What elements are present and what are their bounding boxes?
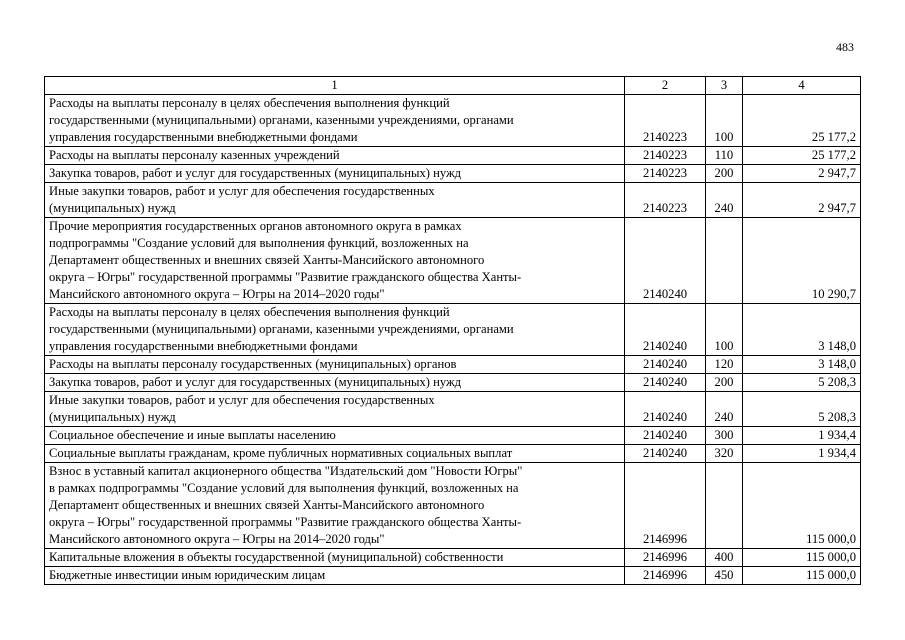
row-expense-type: 110 bbox=[706, 147, 743, 165]
table-row bbox=[45, 463, 861, 549]
row-name: Закупка товаров, работ и услуг для государственных (муниципальных) нужд bbox=[45, 165, 625, 183]
row-expense-type: 240 bbox=[706, 183, 743, 218]
table-row bbox=[45, 549, 861, 567]
table-row bbox=[45, 374, 861, 392]
row-expense-type bbox=[706, 218, 743, 304]
row-target-code: 2140223 bbox=[625, 165, 706, 183]
row-name: Расходы на выплаты персоналу государственных (муниципальных) органов bbox=[45, 356, 625, 374]
table-row bbox=[45, 218, 861, 304]
header-col-1: 1 bbox=[45, 77, 625, 95]
row-expense-type: 450 bbox=[706, 567, 743, 585]
row-amount: 1 934,4 bbox=[743, 427, 861, 445]
row-expense-type: 300 bbox=[706, 427, 743, 445]
row-name: Прочие мероприятия государственных органов автономного округа в рамках подпрограммы "Создание условий для выполнения функций, возложенных на Департамент общественных и внешних связей Ханты-Мансийского автономного округа – Югры" государственной программы "Развитие гражданского общества Ханты- Мансийского автономного округа – Югры на 2014–2020 годы" bbox=[45, 218, 625, 304]
row-amount: 5 208,3 bbox=[743, 374, 861, 392]
row-name: Расходы на выплаты персоналу в целях обеспечения выполнения функций государственными (муниципальными) органами, казенными учреждениями, органами управления государственными внебюджетными фондами bbox=[45, 95, 625, 147]
table-row bbox=[45, 95, 861, 147]
row-name: Иные закупки товаров, работ и услуг для обеспечения государственных (муниципальных) нужд bbox=[45, 183, 625, 218]
table-row bbox=[45, 147, 861, 165]
row-amount: 2 947,7 bbox=[743, 183, 861, 218]
table-row bbox=[45, 445, 861, 463]
row-name: Бюджетные инвестиции иным юридическим лицам bbox=[45, 567, 625, 585]
table-header-row bbox=[45, 77, 861, 95]
row-name: Капитальные вложения в объекты государственной (муниципальной) собственности bbox=[45, 549, 625, 567]
table-row bbox=[45, 567, 861, 585]
row-target-code: 2140223 bbox=[625, 95, 706, 147]
row-target-code: 2146996 bbox=[625, 567, 706, 585]
row-amount: 10 290,7 bbox=[743, 218, 861, 304]
budget-table bbox=[44, 76, 861, 585]
row-name: Расходы на выплаты персоналу в целях обеспечения выполнения функций государственными (муниципальными) органами, казенными учреждениями, органами управления государственными внебюджетными фондами bbox=[45, 304, 625, 356]
row-target-code: 2140240 bbox=[625, 304, 706, 356]
row-name: Взнос в уставный капитал акционерного общества "Издательский дом "Новости Югры" в рамках подпрограммы "Создание условий для выполнения функций, возложенных на Департамент общественных и внешних связей Ханты-Мансийского автономного округа – Югры" государственной программы "Развитие гражданского общества Ханты- Мансийского автономного округа – Югры на 2014–2020 годы" bbox=[45, 463, 625, 549]
row-name: Расходы на выплаты персоналу казенных учреждений bbox=[45, 147, 625, 165]
row-target-code: 2140240 bbox=[625, 356, 706, 374]
table-row bbox=[45, 356, 861, 374]
budget-table-body bbox=[45, 77, 861, 585]
row-name: Закупка товаров, работ и услуг для государственных (муниципальных) нужд bbox=[45, 374, 625, 392]
row-expense-type: 200 bbox=[706, 374, 743, 392]
row-amount: 5 208,3 bbox=[743, 392, 861, 427]
row-target-code: 2140240 bbox=[625, 374, 706, 392]
row-name: Социальное обеспечение и иные выплаты населению bbox=[45, 427, 625, 445]
table-row bbox=[45, 427, 861, 445]
row-target-code: 2140240 bbox=[625, 445, 706, 463]
table-row bbox=[45, 165, 861, 183]
row-target-code: 2140240 bbox=[625, 218, 706, 304]
row-amount: 115 000,0 bbox=[743, 549, 861, 567]
row-target-code: 2140240 bbox=[625, 427, 706, 445]
row-target-code: 2140223 bbox=[625, 147, 706, 165]
row-name: Социальные выплаты гражданам, кроме публичных нормативных социальных выплат bbox=[45, 445, 625, 463]
row-expense-type: 400 bbox=[706, 549, 743, 567]
row-expense-type bbox=[706, 463, 743, 549]
row-target-code: 2140223 bbox=[625, 183, 706, 218]
row-expense-type: 120 bbox=[706, 356, 743, 374]
row-target-code: 2146996 bbox=[625, 549, 706, 567]
row-amount: 115 000,0 bbox=[743, 567, 861, 585]
table-row bbox=[45, 392, 861, 427]
row-amount: 25 177,2 bbox=[743, 95, 861, 147]
row-amount: 115 000,0 bbox=[743, 463, 861, 549]
header-col-3: 3 bbox=[706, 77, 743, 95]
row-expense-type: 240 bbox=[706, 392, 743, 427]
row-expense-type: 100 bbox=[706, 95, 743, 147]
row-amount: 1 934,4 bbox=[743, 445, 861, 463]
row-target-code: 2146996 bbox=[625, 463, 706, 549]
row-expense-type: 200 bbox=[706, 165, 743, 183]
table-row bbox=[45, 304, 861, 356]
row-amount: 3 148,0 bbox=[743, 304, 861, 356]
header-col-4: 4 bbox=[743, 77, 861, 95]
table-row bbox=[45, 183, 861, 218]
row-name: Иные закупки товаров, работ и услуг для обеспечения государственных (муниципальных) нужд bbox=[45, 392, 625, 427]
row-amount: 3 148,0 bbox=[743, 356, 861, 374]
row-expense-type: 320 bbox=[706, 445, 743, 463]
row-expense-type: 100 bbox=[706, 304, 743, 356]
row-amount: 2 947,7 bbox=[743, 165, 861, 183]
row-target-code: 2140240 bbox=[625, 392, 706, 427]
row-amount: 25 177,2 bbox=[743, 147, 861, 165]
header-col-2: 2 bbox=[625, 77, 706, 95]
page-number: 483 bbox=[836, 40, 854, 54]
